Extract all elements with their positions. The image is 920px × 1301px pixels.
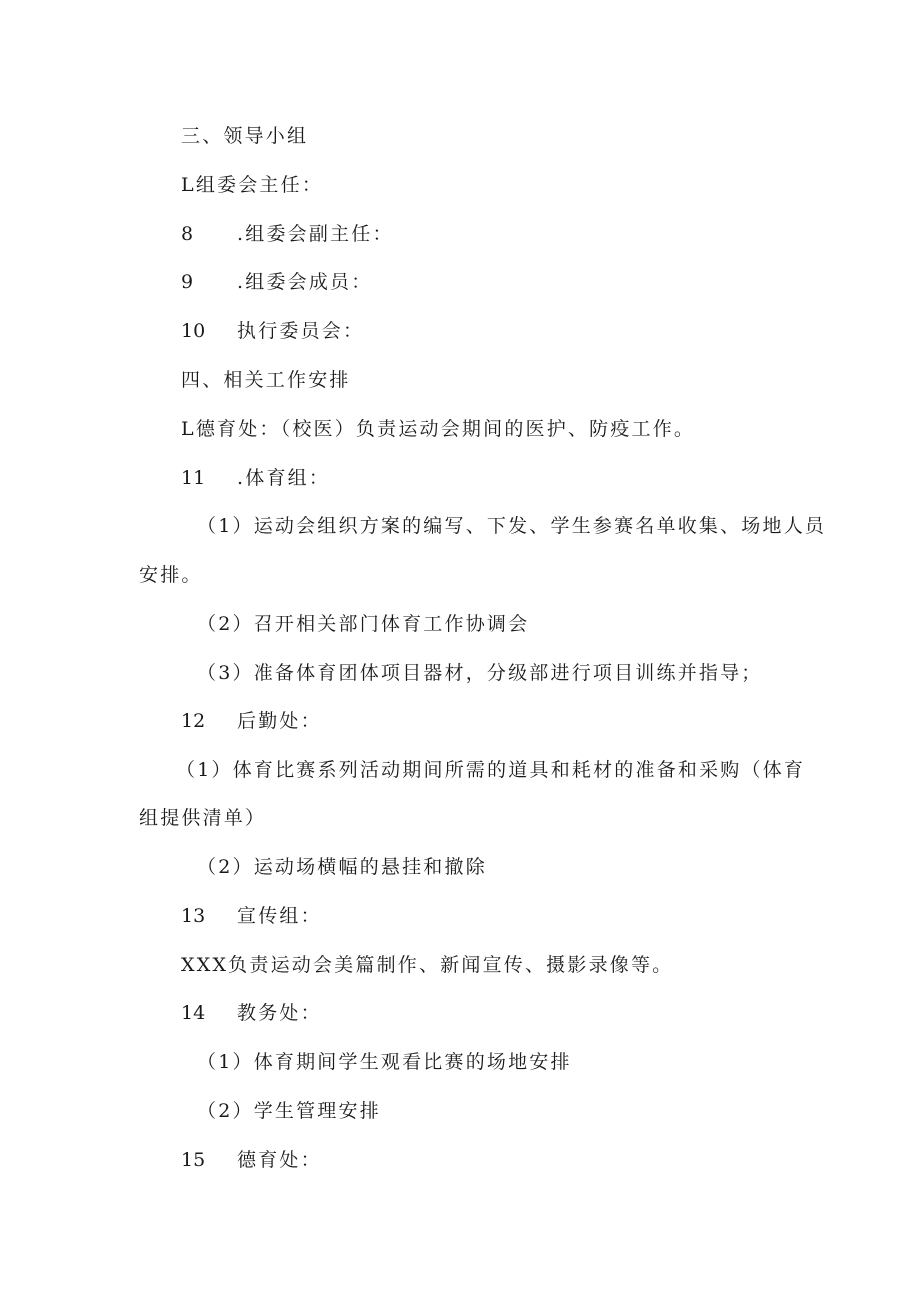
list-text: 宣传组：	[237, 905, 322, 927]
list-number: 14	[181, 1002, 206, 1024]
list-number: 15	[181, 1149, 206, 1171]
paragraph: XXX负责运动会美篇制作、新闻宣传、摄影录像等。	[181, 954, 674, 976]
paragraph: 安排。	[139, 564, 203, 586]
paragraph: （2）召开相关部门体育工作协调会	[197, 613, 530, 635]
list-number: 13	[181, 905, 206, 927]
list-number: 9	[181, 271, 194, 293]
list-number: 10	[181, 320, 206, 342]
paragraph: （1）运动会组织方案的编写、下发、学生参赛名单收集、场地人员	[197, 515, 827, 537]
paragraph: （2）运动场横幅的悬挂和撤除	[197, 856, 487, 878]
paragraph: （1）体育期间学生观看比赛的场地安排	[197, 1051, 572, 1073]
paragraph: （2）学生管理安排	[197, 1100, 381, 1122]
paragraph: L德育处：（校医）负责运动会期间的医护、防疫工作。	[181, 418, 696, 440]
list-item	[181, 1001, 322, 1025]
list-text: 教务处：	[237, 1002, 322, 1024]
list-item	[181, 904, 322, 928]
paragraph: 组提供清单）	[139, 807, 267, 829]
list-item	[181, 319, 364, 343]
list-text: 执行委员会：	[237, 320, 365, 342]
section4-heading: 四、相关工作安排	[181, 369, 351, 391]
list-text: .组委会成员：	[237, 271, 373, 293]
list-item: L组委会主任：	[181, 174, 324, 196]
list-number: 12	[181, 710, 206, 732]
list-item	[181, 709, 322, 733]
paragraph: （3）准备体育团体项目器材，分级部进行项目训练并指导；	[197, 662, 763, 684]
list-item	[181, 270, 372, 294]
list-number: 11	[181, 467, 206, 489]
list-text: 德育处：	[237, 1149, 322, 1171]
list-text: .组委会副主任：	[237, 223, 394, 245]
list-item	[181, 222, 394, 246]
paragraph: （1）体育比赛系列活动期间所需的道具和耗材的准备和采购（体育	[176, 759, 806, 781]
list-item	[181, 466, 330, 490]
list-text: 后勤处：	[237, 710, 322, 732]
section3-heading: 三、领导小组	[181, 125, 309, 147]
list-item	[181, 1148, 322, 1172]
list-number: 8	[181, 223, 194, 245]
list-text: .体育组：	[237, 467, 331, 489]
